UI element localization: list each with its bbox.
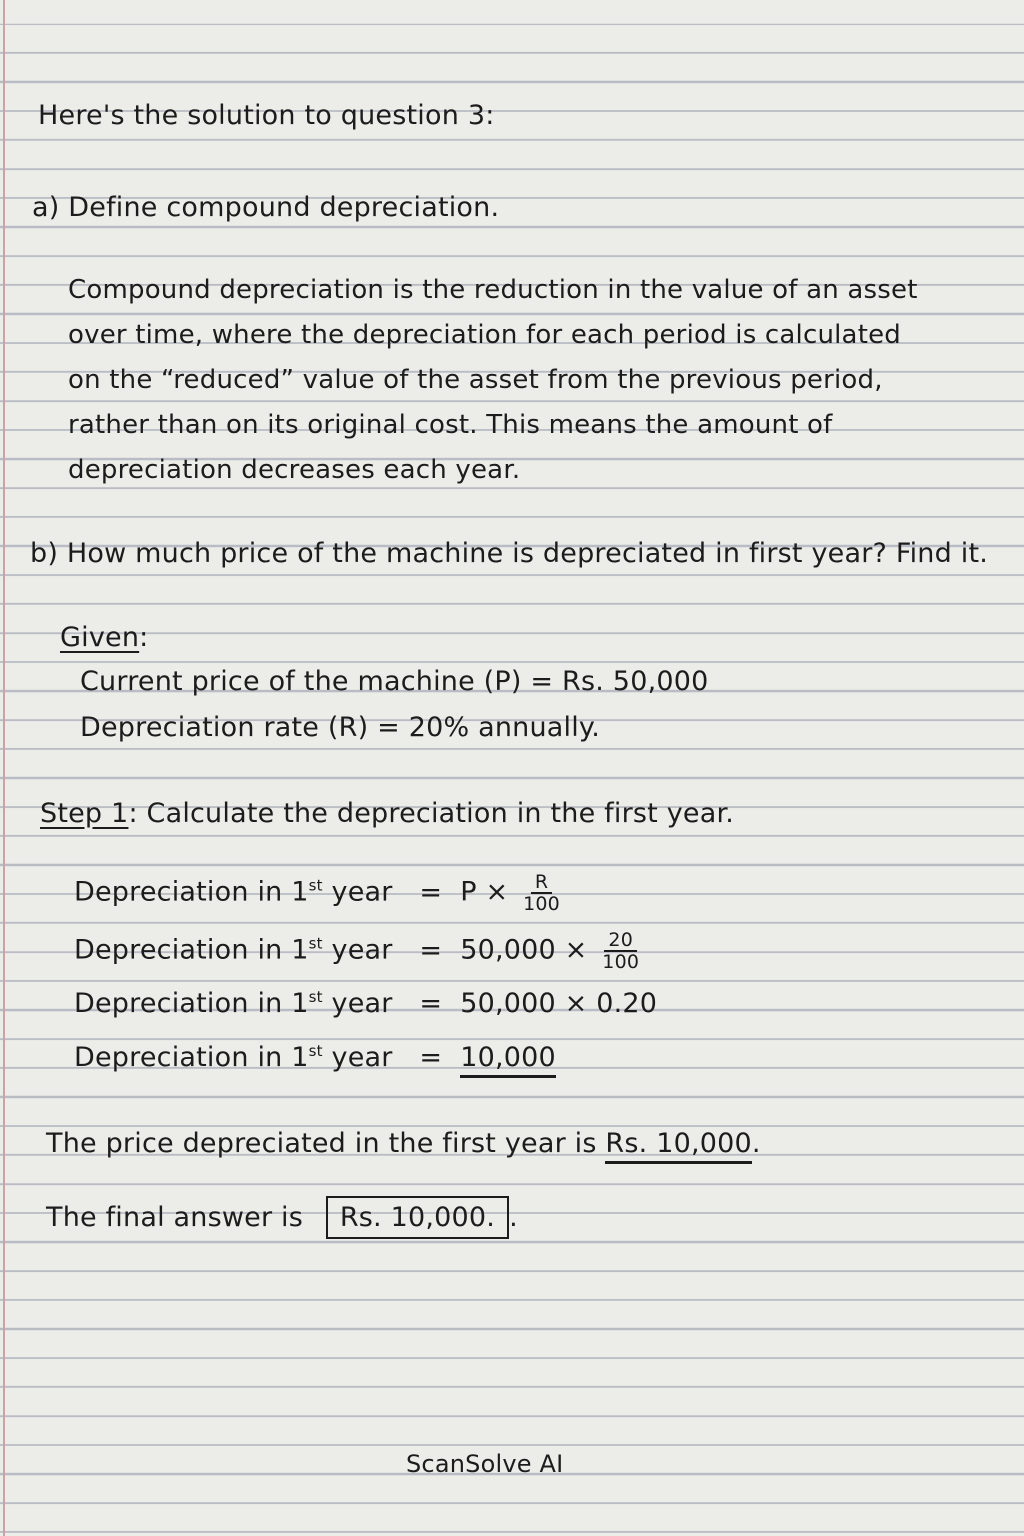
final-answer-line	[46, 1202, 518, 1233]
step1-label: Step 1	[40, 798, 129, 829]
answer-line: Compound depreciation is the reduction in the value of an asset	[68, 275, 918, 305]
equation-row	[74, 872, 560, 914]
equals-sign: =	[419, 934, 443, 966]
brand-footer: ScanSolve AI	[406, 1450, 564, 1478]
part-b-question: b) How much price of the machine is depreciated in first year? Find it.	[30, 538, 989, 569]
conclusion-value: Rs. 10,000	[605, 1128, 751, 1164]
final-suffix: .	[509, 1202, 518, 1233]
conclusion-prefix: The price depreciated in the first year is	[46, 1128, 606, 1159]
equation-lhs: Depreciation in 1	[74, 1042, 309, 1073]
equation-rhs: 50,000 ×	[460, 934, 588, 966]
equals-sign: =	[419, 1042, 443, 1073]
equation-sup: st	[308, 934, 323, 953]
denominator: 100	[523, 893, 560, 915]
given-label: Given	[60, 622, 140, 653]
given-item-rate: Depreciation rate (R) = 20% annually.	[80, 712, 601, 743]
conclusion-suffix: .	[751, 1128, 761, 1159]
fraction	[523, 872, 560, 914]
equation-lhs-end: year	[322, 876, 393, 908]
equation-rhs: P ×	[460, 876, 509, 908]
equation-row	[74, 988, 657, 1019]
equation-lhs-end: year	[322, 934, 393, 966]
part-a-answer	[68, 268, 918, 493]
equation-lhs: Depreciation in 1	[74, 934, 309, 966]
answer-line: depreciation decreases each year.	[68, 455, 521, 485]
part-a-question: a) Define compound depreciation.	[32, 192, 500, 223]
equation-lhs: Depreciation in 1	[74, 988, 309, 1019]
margin-line	[3, 0, 5, 1536]
equals-sign: =	[419, 876, 443, 908]
step1-text: : Calculate the depreciation in the first year.	[128, 798, 735, 829]
numerator: 20	[604, 930, 637, 952]
equals-sign: =	[419, 988, 443, 1019]
given-heading	[60, 622, 148, 653]
equation-lhs-end: year	[322, 1042, 393, 1073]
equation-sup: st	[308, 876, 323, 895]
answer-line: on the “reduced” value of the asset from the previous period,	[68, 365, 883, 395]
answer-line: over time, where the depreciation for each period is calculated	[68, 320, 901, 350]
equation-sup: st	[308, 1042, 323, 1060]
conclusion-line	[46, 1128, 761, 1159]
denominator: 100	[602, 951, 640, 973]
equation-rhs: 50,000 × 0.20	[460, 988, 658, 1019]
numerator: R	[531, 872, 552, 894]
intro-text: Here's the solution to question 3:	[38, 100, 495, 131]
fraction	[602, 930, 639, 972]
equation-lhs: Depreciation in 1	[74, 876, 309, 908]
final-prefix: The final answer is	[46, 1202, 304, 1233]
final-answer-box: Rs. 10,000.	[326, 1196, 509, 1239]
answer-line: rather than on its original cost. This means the amount of	[68, 410, 833, 440]
equation-result: 10,000	[460, 1042, 556, 1078]
step1-heading	[40, 798, 734, 829]
given-item-price: Current price of the machine (P) = Rs. 50,000	[80, 666, 709, 697]
equation-row	[74, 930, 639, 972]
equation-sup: st	[308, 988, 323, 1006]
equation-lhs-end: year	[322, 988, 393, 1019]
given-colon: :	[139, 622, 149, 653]
equation-row	[74, 1042, 556, 1073]
